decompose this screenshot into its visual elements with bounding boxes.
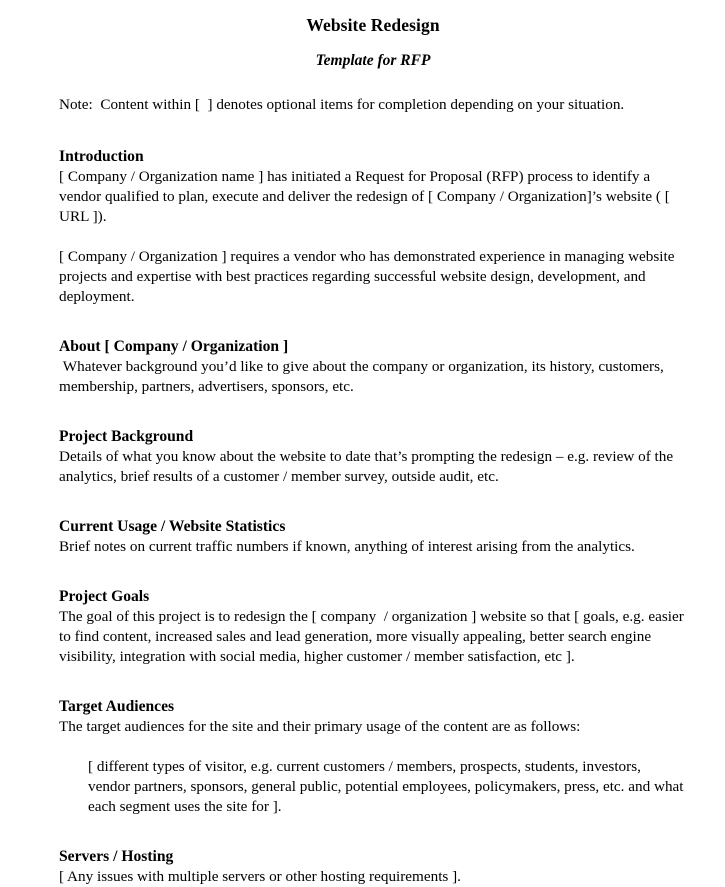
- section-target-audiences: [59, 667, 687, 817]
- section-project-goals: [59, 557, 687, 667]
- section-paragraph: [ Company / Organization ] requires a vendor who has demonstrated experience in managing website projects and expertise with best practices regarding successful website design, development, and deployment.: [59, 248, 679, 305]
- section-heading-about: About [ Company / Organization ]: [59, 338, 289, 355]
- section-heading-project-goals: Project Goals: [59, 588, 150, 605]
- section-about: [59, 307, 687, 397]
- section-project-background: [59, 397, 687, 487]
- section-paragraph: Whatever background you’d like to give about the company or organization, its history, customers, membership, partners, advertisers, sponsors, etc.: [59, 358, 668, 395]
- note-text: Note: Content within [ ] denotes optional items for completion depending on your situation.: [59, 96, 625, 113]
- section-heading-introduction: Introduction: [59, 148, 144, 165]
- section-heading-current-usage: Current Usage / Website Statistics: [59, 518, 286, 535]
- section-paragraph: [ Any issues with multiple servers or other hosting requirements ].: [59, 868, 461, 885]
- section-paragraph: Details of what you know about the website to date that’s prompting the redesign – e.g. review of the analytics, brief results of a customer / member survey, outside audit, etc.: [59, 448, 677, 485]
- section-heading-servers-hosting: Servers / Hosting: [59, 848, 174, 865]
- section-heading-project-background: Project Background: [59, 428, 194, 445]
- document-content: [59, 0, 687, 887]
- section-indented-paragraph: [ different types of visitor, e.g. current customers / members, prospects, students, investors, vendor partners, sponsors, general public, potential employees, policymakers, press, etc. and what each segment uses the site for ].: [88, 758, 688, 815]
- section-heading-target-audiences: Target Audiences: [59, 698, 175, 715]
- page-title: Website Redesign: [306, 15, 440, 35]
- section-introduction: [59, 115, 687, 307]
- section-paragraph: The target audiences for the site and their primary usage of the content are as follows:: [59, 718, 581, 735]
- section-paragraph: [ Company / Organization name ] has initiated a Request for Proposal (RFP) process to identify a vendor qualified to plan, execute and deliver the redesign of [ Company / Organization]’s website ( [ URL ]).: [59, 168, 674, 225]
- section-paragraph: The goal of this project is to redesign the [ company / organization ] website so that [ goals, e.g. easier to find content, increased sales and lead generation, more visually appealing, better search engine visibility, integration with social media, higher customer / member satisfaction, etc ].: [59, 608, 688, 665]
- page-subtitle: Template for RFP: [315, 52, 431, 69]
- section-servers-hosting: [59, 817, 687, 887]
- section-paragraph: Brief notes on current traffic numbers if known, anything of interest arising from the analytics.: [59, 538, 635, 555]
- section-current-usage: [59, 487, 687, 557]
